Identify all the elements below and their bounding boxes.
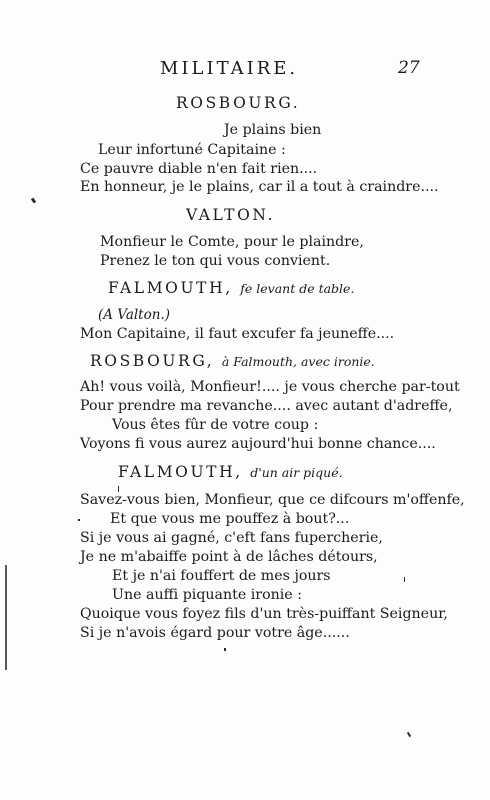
ink-speck	[31, 198, 36, 204]
verse-line: En honneur, je le plains, car il a tout à craindre....	[80, 179, 439, 195]
verse-line: Quoique vous foyez fils d'un très-puiffant Seigneur,	[80, 606, 448, 622]
verse-line: Prenez le ton qui vous convient.	[100, 253, 331, 269]
page-number: 27	[398, 58, 420, 78]
verse-line: Je ne m'abaiffe point à de lâches détours,	[80, 549, 378, 565]
speaker-falmouth	[118, 463, 343, 481]
ink-speck	[78, 519, 80, 521]
speaker-valton: VALTON.	[186, 206, 276, 224]
speaker-name: FALMOUTH,	[108, 279, 233, 297]
speaker-rosbourg	[90, 352, 375, 370]
verse-line: Vous êtes fûr de votre coup :	[112, 417, 319, 433]
stage-direction: d'un air piqué.	[250, 465, 343, 480]
verse-line: Leur infortuné Capitaine :	[98, 142, 286, 158]
stage-direction: (A Valton.)	[98, 307, 170, 323]
verse-line: Ah! vous voilà, Monfieur!.... je vous cherche par-tout	[80, 379, 460, 395]
verse-line: Et je n'ai fouffert de mes jours	[112, 568, 331, 584]
verse-line: Si je vous ai gagné, c'eft fans fupercherie,	[80, 530, 383, 546]
verse-line: Si je n'avois égard pour votre âge......	[80, 625, 350, 641]
speaker-falmouth	[108, 279, 354, 297]
ink-speck	[118, 486, 119, 492]
running-title: MILITAIRE.	[160, 58, 299, 79]
verse-line: Savez-vous bien, Monfieur, que ce difcours m'offenfe,	[80, 492, 465, 508]
stage-direction: fe levant de table.	[240, 281, 355, 296]
speaker-name: FALMOUTH,	[118, 463, 243, 481]
page-edge-shadow	[5, 565, 7, 670]
ink-speck	[407, 732, 411, 737]
verse-line: Une auffi piquante ironie :	[112, 587, 302, 603]
verse-line: Monfieur le Comte, pour le plaindre,	[100, 234, 364, 250]
ink-speck	[404, 577, 405, 582]
speaker-name: ROSBOURG,	[90, 352, 215, 370]
verse-line: Pour prendre ma revanche.... avec autant d'adreffe,	[80, 398, 453, 414]
verse-line: Ce pauvre diable n'en fait rien....	[80, 161, 318, 177]
verse-line: Et que vous me pouffez à bout?...	[110, 511, 350, 527]
verse-line: Voyons fi vous aurez aujourd'hui bonne chance....	[80, 436, 436, 452]
speaker-rosbourg: ROSBOURG.	[176, 94, 301, 112]
verse-line: Je plains bien	[224, 122, 322, 138]
stage-direction: à Falmouth, avec ironie.	[221, 354, 375, 369]
verse-line: Mon Capitaine, il faut excufer fa jeuneffe....	[80, 326, 395, 342]
ink-speck	[224, 648, 226, 651]
